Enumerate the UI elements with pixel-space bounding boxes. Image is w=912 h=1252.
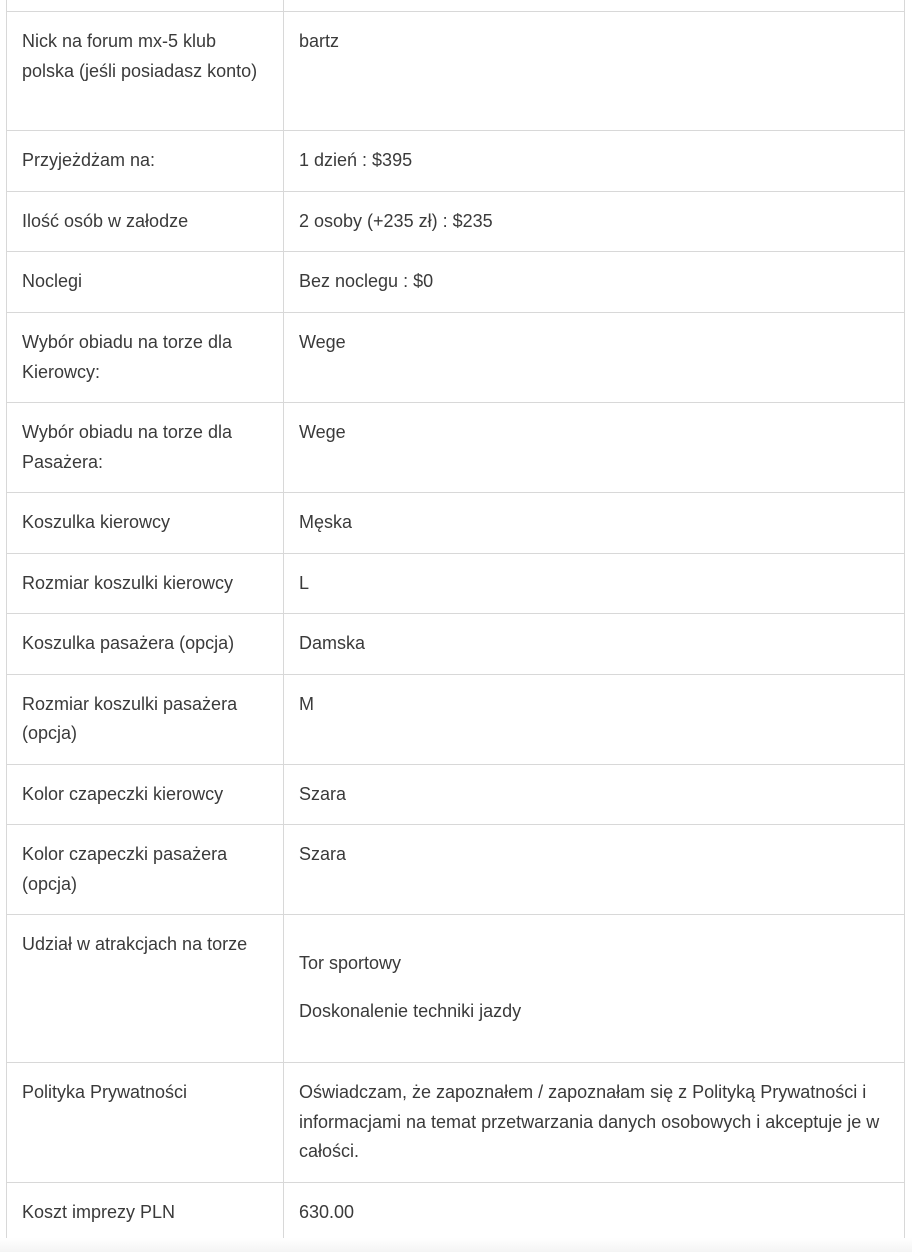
label-cell: Koszulka kierowcy [7, 493, 284, 554]
table-row-passenger-lunch [7, 403, 905, 493]
table-row-accommodation [7, 252, 905, 313]
label-cell: Rozmiar koszulki pasażera (opcja) [7, 674, 284, 764]
value-cell: Męska [284, 493, 905, 554]
attractions-list [299, 930, 889, 1045]
value-cell: Oświadczam, że zapoznałem / zapoznałam się z Polityką Prywatności i informacjami na temat przetwarzania danych osobowych i akceptuje je w całości. [284, 1063, 905, 1183]
page-bottom-fade [0, 1238, 912, 1252]
label-cell: Ilość osób w załodze [7, 191, 284, 252]
value-cell: Bez noclegu : $0 [284, 252, 905, 313]
table-row-top-partial [7, 0, 905, 12]
value-cell: Szara [284, 825, 905, 915]
table-row-passenger-shirt [7, 614, 905, 675]
label-cell: Koszt imprezy PLN [7, 1182, 284, 1243]
table-row-driver-shirt [7, 493, 905, 554]
value-cell: bartz [284, 12, 905, 131]
label-cell: Wybór obiadu na torze dla Pasażera: [7, 403, 284, 493]
label-cell: Wybór obiadu na torze dla Kierowcy: [7, 313, 284, 403]
value-cell: L [284, 553, 905, 614]
table-row-driver-cap [7, 764, 905, 825]
value-cell: Szara [284, 764, 905, 825]
label-cell: Polityka Prywatności [7, 1063, 284, 1183]
label-cell: Koszulka pasażera (opcja) [7, 614, 284, 675]
value-cell: 630.00 [284, 1182, 905, 1243]
value-cell: Wege [284, 313, 905, 403]
value-cell: M [284, 674, 905, 764]
table-row-crew-size [7, 191, 905, 252]
value-cell: 2 osoby (+235 zł) : $235 [284, 191, 905, 252]
table-row-passenger-cap [7, 825, 905, 915]
label-cell: Kolor czapeczki pasażera (opcja) [7, 825, 284, 915]
table-row-event-cost [7, 1182, 905, 1243]
label-cell: Rozmiar koszulki kierowcy [7, 553, 284, 614]
value-cell: Wege [284, 403, 905, 493]
table-row-arrival [7, 131, 905, 192]
list-item: Tor sportowy [299, 953, 402, 973]
list-item: Doskonalenie techniki jazdy [299, 1001, 522, 1021]
label-cell: Nick na forum mx-5 klub polska (jeśli posiadasz konto) [7, 12, 284, 131]
table-row-track-attractions [7, 915, 905, 1063]
value-cell: 1 dzień : $395 [284, 131, 905, 192]
label-cell: Przyjeżdżam na: [7, 131, 284, 192]
table-row-driver-lunch [7, 313, 905, 403]
table-row-driver-shirt-size [7, 553, 905, 614]
label-cell: Udział w atrakcjach na torze [7, 915, 284, 1063]
table-row-forum-nick [7, 12, 905, 131]
label-cell: Noclegi [7, 252, 284, 313]
table-row-privacy-policy [7, 1063, 905, 1183]
label-cell: Kolor czapeczki kierowcy [7, 764, 284, 825]
value-cell [284, 915, 905, 1063]
order-details-table [6, 0, 905, 1243]
table-row-passenger-shirt-size [7, 674, 905, 764]
value-cell: Damska [284, 614, 905, 675]
